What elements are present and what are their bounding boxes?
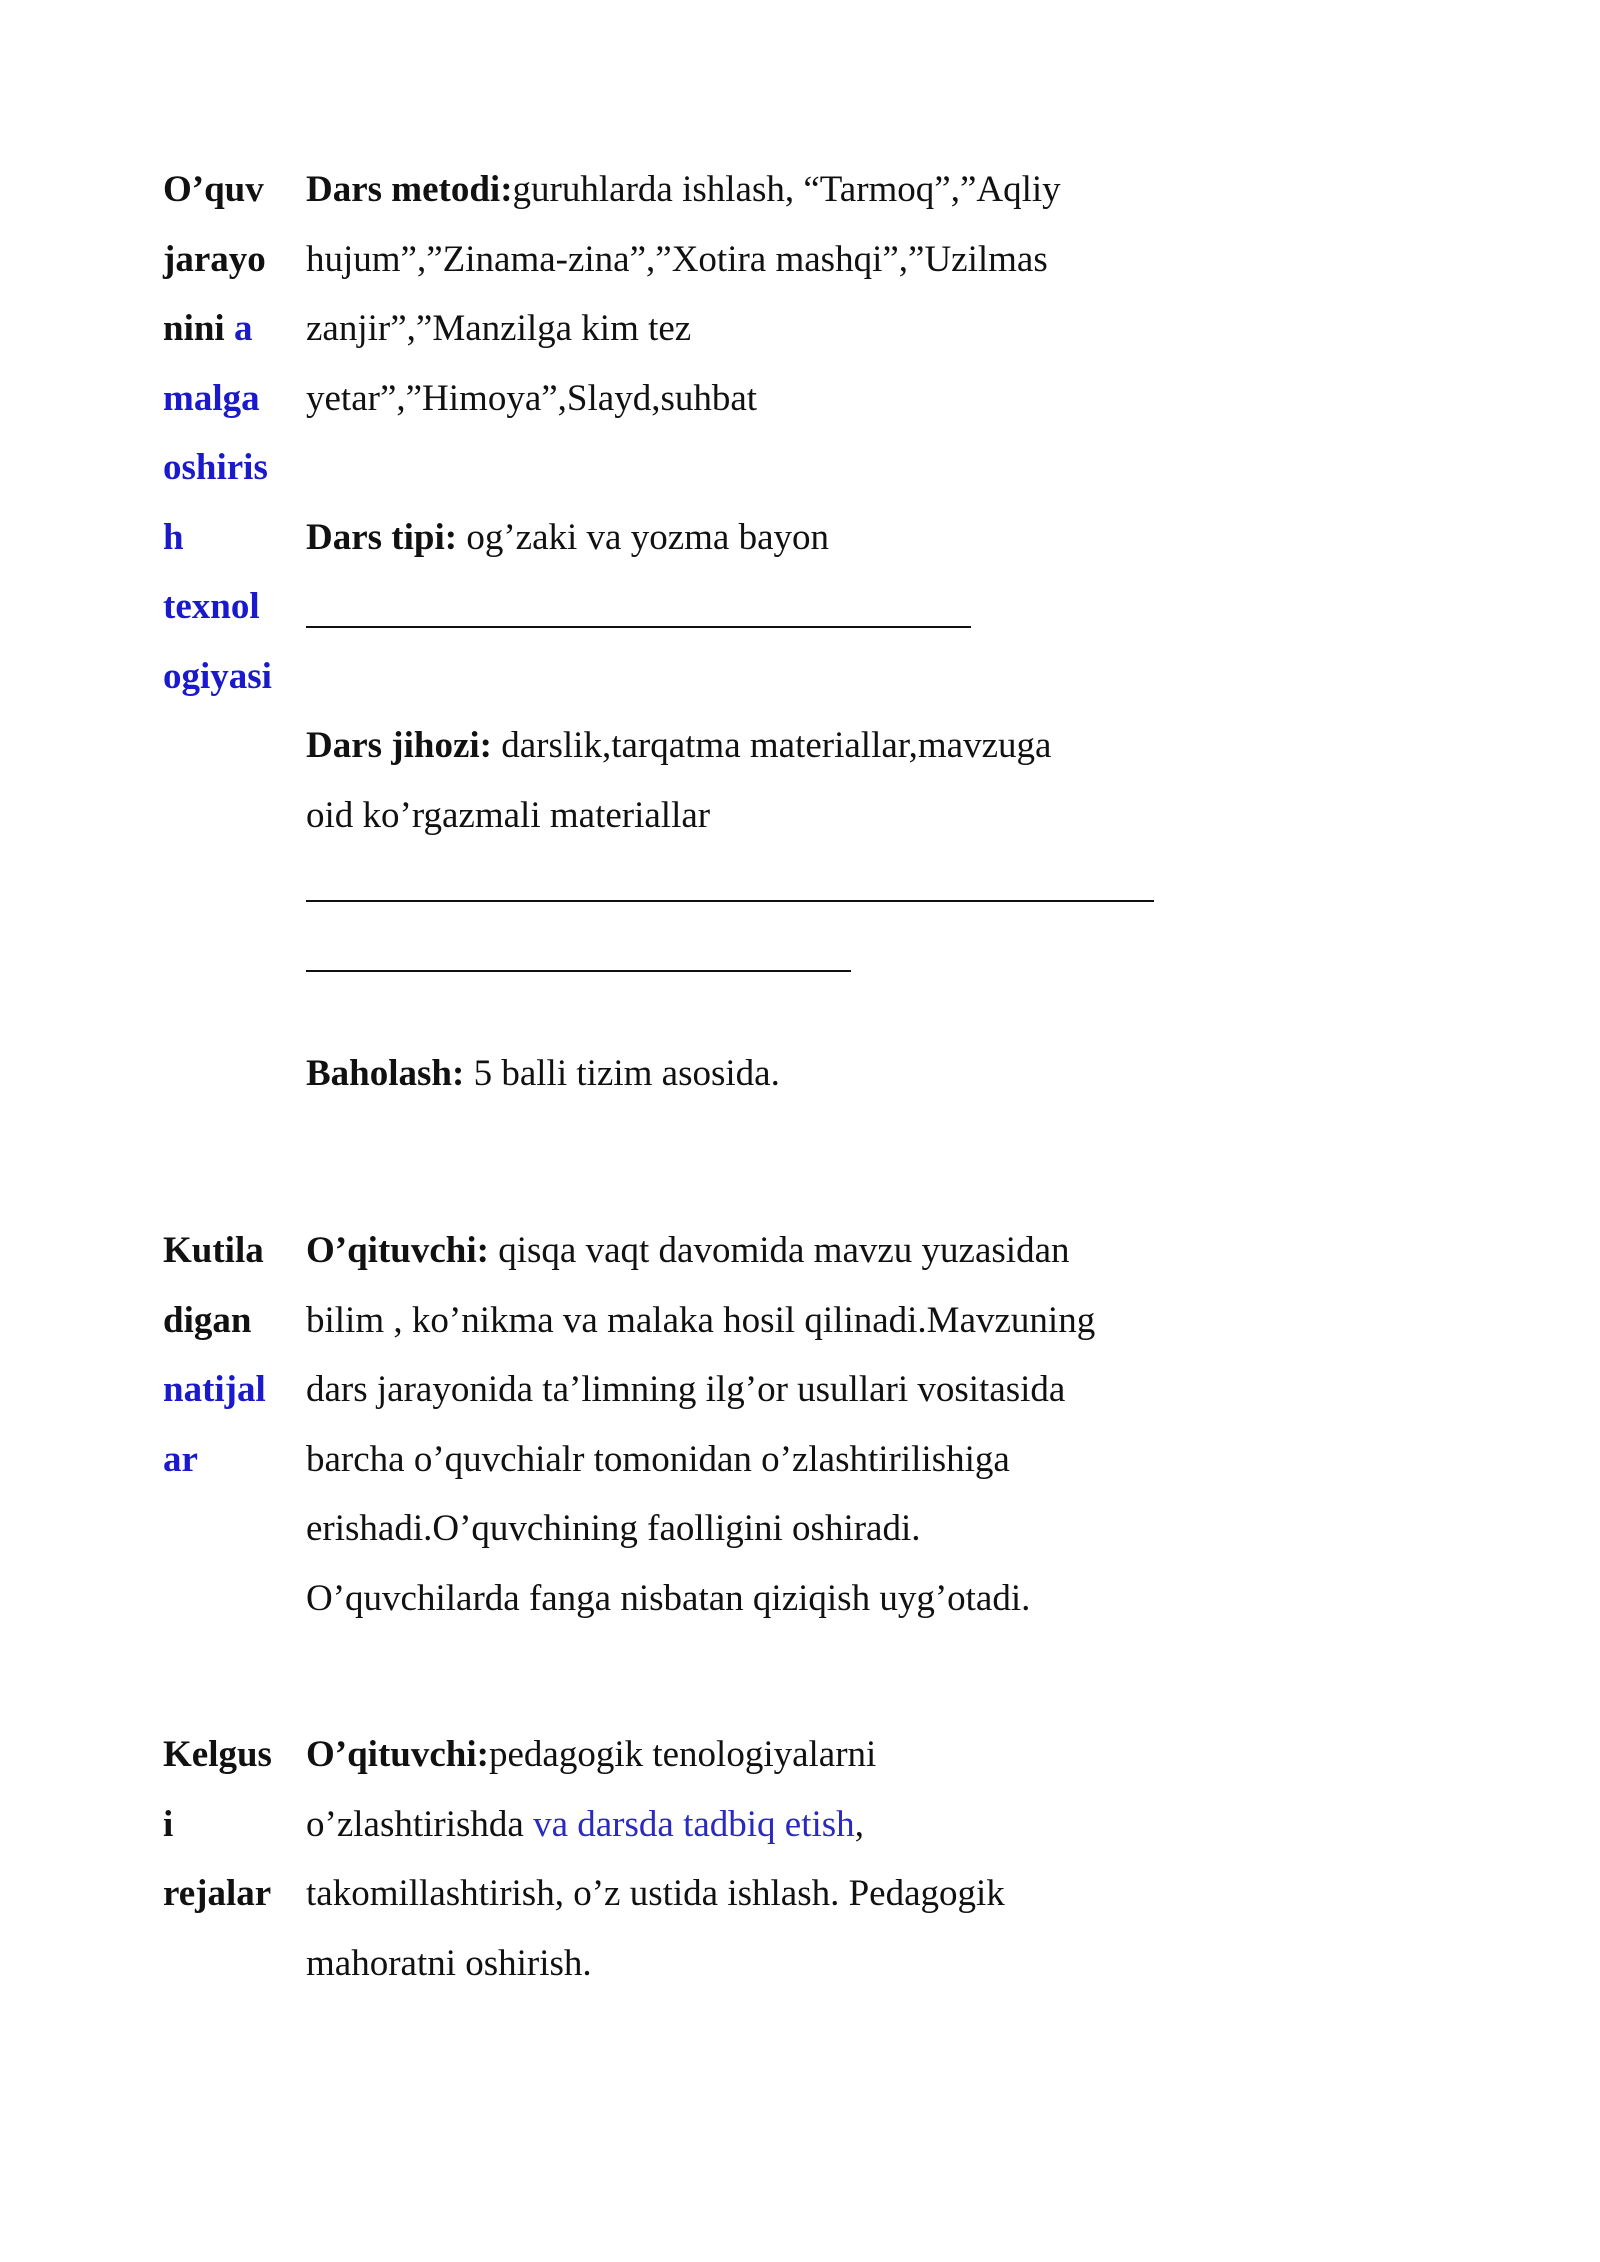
label-line: natijal [163,1369,266,1410]
label-line [163,294,298,364]
blank-underline-row [306,920,1186,990]
plans-section-content [306,1720,1186,1998]
blank-line [306,433,1186,503]
baholash-label: Baholash: [306,1053,465,1094]
dars-metodi-line: yetar”,”Himoya”,Slayd,suhbat [306,377,758,419]
label-line: ar [163,1438,198,1480]
blank-underline-row [306,850,1186,920]
dars-jihozi-line: oid ko’rgazmali materiallar [306,794,711,836]
plans-text: o’zlashtirishda [306,1803,534,1845]
blank-line [306,642,1186,712]
label-line: digan [163,1299,252,1341]
dars-metodi-line [306,155,1186,225]
baholash-value: 5 balli tizim asosida. [464,1053,780,1094]
teacher-label: O’qituvchi: [306,1230,489,1271]
results-section-label [163,1216,298,1494]
plans-line [306,1720,1186,1790]
teacher-label: O’qituvchi: [306,1734,489,1775]
results-line: erishadi.O’quvchining faolligini oshiradi. [306,1508,921,1549]
dars-tipi-label: Dars tipi: [306,516,458,558]
label-line: i [163,1803,174,1845]
label-line-text: nini [163,308,234,349]
plans-text: , [854,1803,864,1845]
plans-text: pedagogik tenologiyalarni [488,1734,877,1775]
label-line: jarayo [163,238,266,280]
label-line: h [163,516,184,558]
label-line: ogiyasi [163,655,272,697]
results-line: dars jarayonida ta’limning ilg’or usullari vositasida [306,1369,1066,1410]
blank-line [306,989,1186,1039]
method-section-label [163,155,298,711]
dars-tipi-line [306,503,1186,573]
label-line: rejalar [163,1873,272,1914]
label-line: Kelgus [163,1734,272,1775]
dars-jihozi-label: Dars jihozi: [306,725,492,766]
results-line [306,1216,1186,1286]
label-line: oshiris [163,447,268,488]
results-text: qisqa vaqt davomida mavzu yuzasidan [488,1230,1070,1271]
results-section-content [306,1216,1186,1633]
blank-underline [306,626,971,628]
dars-tipi-value: og’zaki va yozma bayon [457,516,829,558]
plans-line [306,1790,1186,1860]
label-line: texnol [163,586,260,627]
plans-highlight-link[interactable]: va darsda tadbiq etish [533,1803,855,1845]
dars-metodi-text: guruhlarda ishlash, “Tarmoq”,”Aqliy [512,169,1061,210]
label-line: malga [163,377,260,419]
plans-line: mahoratni oshirish. [306,1942,592,1984]
dars-jihozi-line [306,711,1186,781]
baholash-line [306,1039,1186,1109]
dars-jihozi-text: darslik,tarqatma materiallar,mavzuga [492,725,1052,766]
dars-metodi-line: zanjir”,”Manzilga kim tez [306,308,692,349]
dars-metodi-label: Dars metodi: [306,169,513,210]
results-line: bilim , ko’nikma va malaka hosil qilinadi.Mavzuning [306,1299,1096,1341]
results-line: O’quvchilarda fanga nisbatan qiziqish uyg’otadi. [306,1577,1031,1619]
dars-metodi-line: hujum”,”Zinama-zina”,”Xotira mashqi”,”Uzilmas [306,238,1048,280]
blank-underline [306,900,1154,902]
method-section-content [306,155,1186,1109]
plans-line: takomillashtirish, o’z ustida ishlash. Pedagogik [306,1873,1005,1914]
label-line-blue: a [233,308,253,349]
blank-underline [306,970,851,972]
label-line: O’quv [163,169,264,210]
blank-underline-row [306,572,1186,642]
plans-section-label [163,1720,298,1929]
results-line: barcha o’quvchialr tomonidan o’zlashtirilishiga [306,1438,1010,1480]
label-line: Kutila [163,1230,264,1271]
